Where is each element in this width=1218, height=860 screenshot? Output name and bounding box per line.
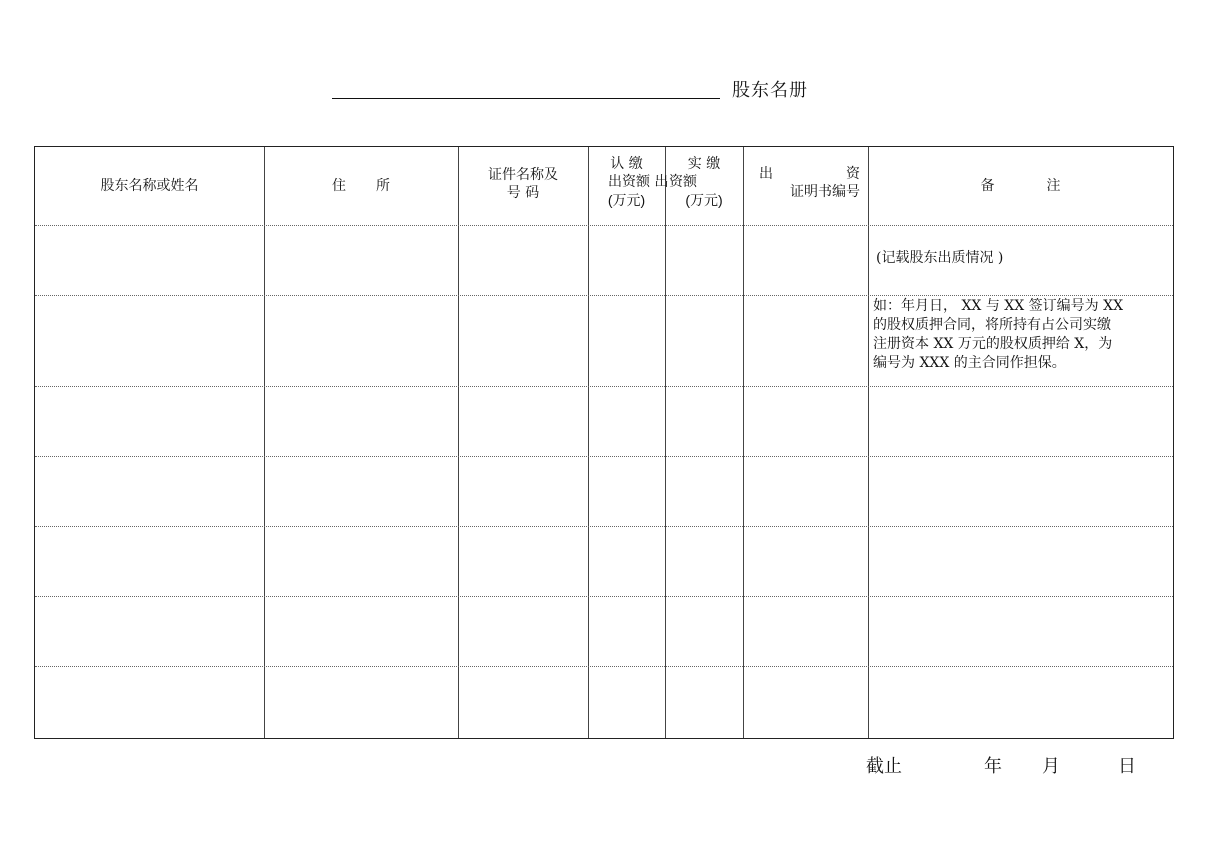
row-divider [35, 596, 1173, 597]
header-subscribed-line1: 认 缴 [610, 156, 643, 172]
remark-row-2-line3: 注册资本 XX 万元的股权质押给 X，为 [873, 336, 1113, 352]
remark-row-2 [873, 297, 1169, 373]
remark-row-2-line4: 编号为 XXX 的主合同作担保。 [873, 355, 1066, 371]
header-subscribed-unit: (万元) [607, 192, 646, 208]
header-remarks-char2: 注 [1046, 178, 1061, 194]
header-address-char1: 住 [332, 178, 346, 194]
row-divider [35, 456, 1173, 457]
row-divider [35, 666, 1173, 667]
header-remarks [868, 147, 1173, 225]
header-id-line1: 证件名称及 [488, 167, 558, 183]
shareholder-register-table [34, 146, 1174, 739]
footer-day: 日 [1118, 756, 1136, 777]
header-certificate-number [743, 147, 868, 225]
row-divider [35, 225, 1173, 226]
header-subscribed-capital [588, 147, 669, 225]
header-shareholder-name-text: 股东名称或姓名 [100, 178, 199, 194]
header-id-document [458, 147, 588, 225]
row-divider [35, 526, 1173, 527]
column-divider [868, 147, 869, 738]
footer-month: 月 [1042, 756, 1060, 777]
remark-row-2-line1: 如：年月日， XX 与 XX 签订编号为 XX [873, 298, 1124, 314]
column-divider [458, 147, 459, 738]
row-divider [35, 295, 1173, 296]
remark-row-2-line2: 的股权质押合同，将所持有占公司实缴 [873, 317, 1111, 333]
column-divider [264, 147, 265, 738]
row-divider [35, 386, 1173, 387]
document-title: 股东名册 [732, 80, 808, 101]
header-cert-char2: 资 [846, 166, 860, 182]
column-divider [588, 147, 589, 738]
header-paid-unit: (万元) [685, 192, 723, 208]
header-id-line2: 号 码 [506, 185, 540, 201]
header-paid-line2: 资额 [669, 174, 697, 190]
header-cert-line2: 证明书编号 [790, 184, 860, 200]
header-paid-line1: 实 缴 [687, 156, 721, 172]
header-address-char2: 所 [376, 178, 390, 194]
header-shareholder-name [35, 147, 264, 225]
remark-row-1: (记载股东出质情况 ) [876, 250, 1004, 266]
column-divider [743, 147, 744, 738]
column-divider [665, 147, 666, 738]
title-blank-line [332, 98, 720, 99]
footer-year: 年 [984, 756, 1002, 777]
header-address [264, 147, 458, 225]
footer-cutoff-label: 截止 [866, 756, 902, 777]
header-paid-capital [665, 147, 743, 225]
header-subscribed-line2: 出资额 出 [608, 174, 669, 190]
header-remarks-char1: 备 [980, 178, 995, 194]
header-cert-char1: 出 [759, 166, 773, 182]
